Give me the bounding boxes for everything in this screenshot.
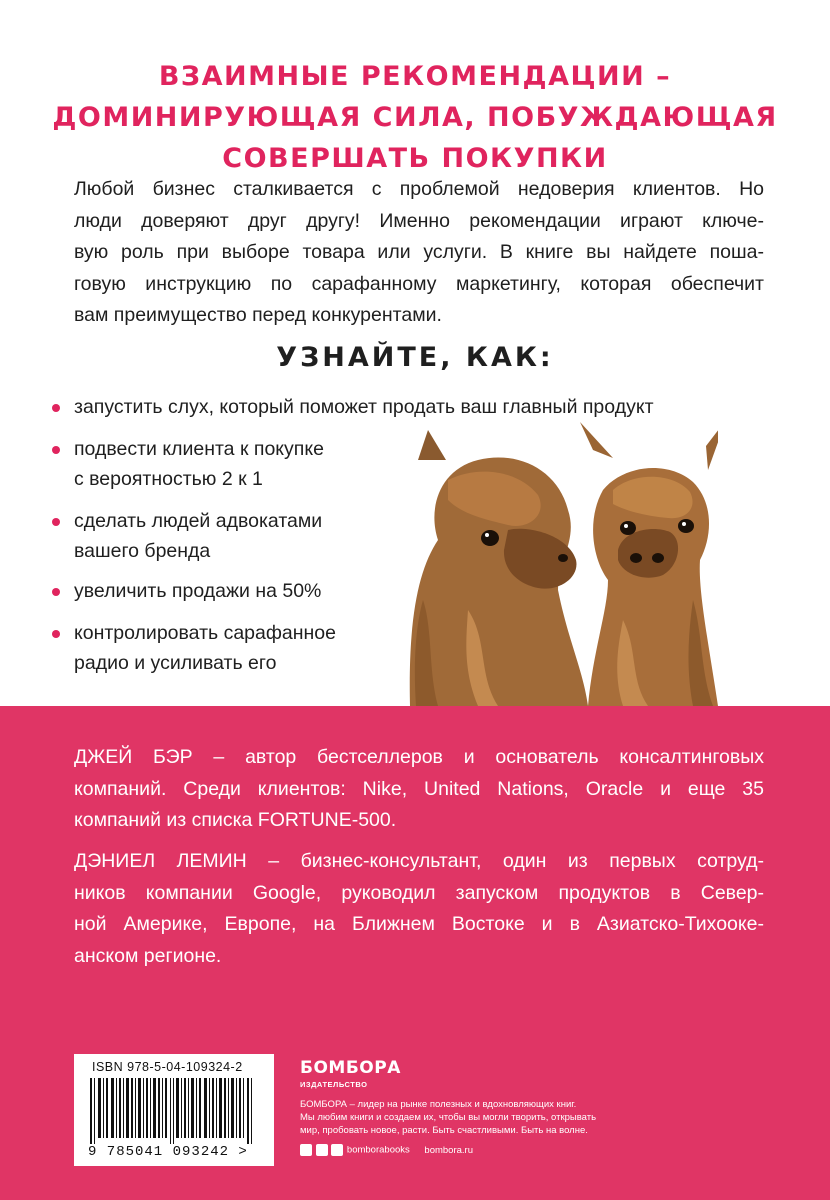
bullet-dot	[52, 404, 60, 412]
author-bio-line: компаний из списка FORTUNE-500.	[74, 809, 397, 831]
headline-line: ВЗАИМНЫЕ РЕКОМЕНДАЦИИ –	[158, 61, 672, 92]
intro-line: говую инструкцию по сарафанному маркетингу, которая обеспечит	[74, 272, 764, 295]
barcode-box	[74, 1054, 274, 1166]
right-alpaca-image	[580, 420, 718, 706]
learn-heading: УЗНАЙТЕ, КАК:	[276, 342, 554, 373]
author-bio-line: ников компании Google, руководил запуском продуктов в Север-	[74, 881, 764, 904]
list-item-text: увеличить продажи на 50%	[74, 580, 322, 602]
publisher-logo: БОМБОРА	[300, 1058, 401, 1078]
author-bio-line: ДЖЕЙ БЭР – автор бестселлеров и основатель консалтинговых	[74, 746, 764, 768]
author-bio-lemin	[74, 846, 764, 972]
isbn-label: ISBN 978-5-04-109324-2	[92, 1060, 243, 1074]
publisher-description-line: Мы любим книги и создаем их, чтобы вы могли творить, открывать	[300, 1112, 597, 1123]
list-item-text: подвести клиента к покупке с вероятностью 2 к 1	[74, 438, 324, 490]
barcode-image	[90, 1078, 258, 1144]
list-item-text: запустить слух, который поможет продать ваш главный продукт	[74, 396, 654, 418]
barcode-digits: 9 785041 093242 >	[88, 1144, 248, 1160]
headline-line: ДОМИНИРУЮЩАЯ СИЛА, ПОБУЖДАЮЩАЯ	[52, 102, 778, 133]
instagram-icon	[331, 1144, 343, 1156]
list-item-text: контролировать сарафанное радио и усиливать его	[74, 622, 336, 674]
author-bio-line: анском регионе.	[74, 944, 222, 967]
headline	[0, 56, 830, 179]
social-handle[interactable]: bomborabooks	[346, 1144, 410, 1156]
publisher-description-line: мир, пробовать новое, расти. Быть счастливыми. Быть на волне.	[300, 1125, 588, 1136]
alpacas-illustration	[408, 420, 718, 706]
publisher-subtitle: ИЗДАТЕЛЬСТВО	[300, 1080, 368, 1089]
bullet-dot	[52, 518, 60, 526]
publisher-links	[300, 1144, 473, 1156]
bullet-dot	[52, 588, 60, 596]
intro-paragraph	[74, 174, 764, 332]
facebook-icon	[300, 1144, 312, 1156]
author-bio-line: ДЭНИЕЛ ЛЕМИН – бизнес-консультант, один из первых сотруд-	[74, 850, 764, 872]
bullet-dot	[52, 446, 60, 454]
publisher-description	[300, 1098, 600, 1137]
list-item-text: сделать людей адвокатами вашего бренда	[74, 510, 323, 562]
headline-line: СОВЕРШАТЬ ПОКУПКИ	[222, 143, 608, 174]
website-link[interactable]: bombora.ru	[424, 1144, 474, 1156]
intro-line: вую роль при выборе товара или услуги. В книге вы найдете поша-	[74, 241, 764, 263]
intro-line: Любой бизнес сталкивается с проблемой недоверия клиентов. Но	[74, 178, 764, 200]
intro-line: люди доверяют друг другу! Именно рекомендации играют ключе-	[74, 209, 764, 232]
author-bio-line: ной Америке, Европе, на Ближнем Востоке и в Азиатско-Тихооке-	[74, 913, 764, 935]
left-alpaca-image	[410, 430, 588, 706]
author-bio-baer	[74, 742, 764, 837]
publisher-description-line: БОМБОРА – лидер на рынке полезных и вдохновляющих книг.	[300, 1099, 577, 1110]
intro-line: вам преимущество перед конкурентами.	[74, 304, 442, 326]
vk-icon	[316, 1144, 328, 1156]
author-bio-line: компаний. Среди клиентов: Nike, United Nations, Oracle и еще 35	[74, 777, 764, 800]
bullet-dot	[52, 630, 60, 638]
